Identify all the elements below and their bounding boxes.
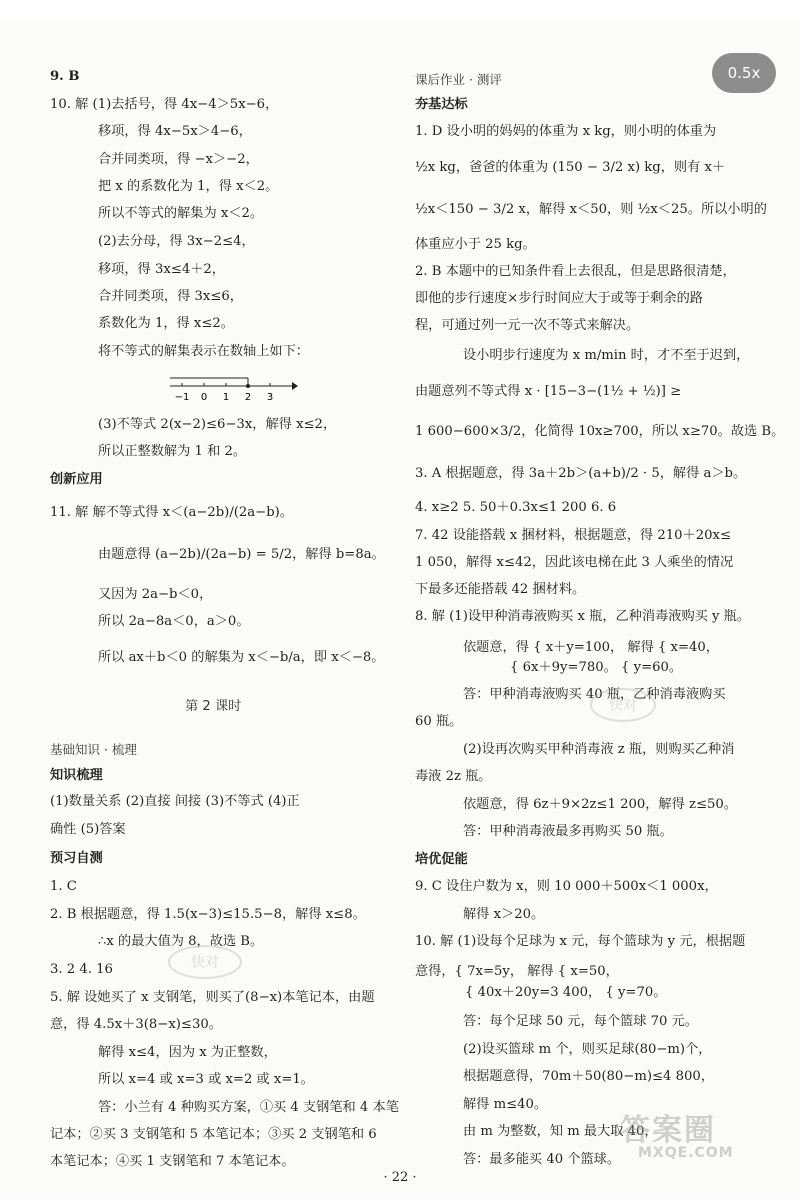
text-line: 解得 x≤4，因为 x 为正整数，: [98, 1045, 277, 1060]
number-line-diagram: [168, 370, 298, 410]
text-line: 5. 解 设她买了 x 支钢笔，则买了(8−x)本笔记本，由题: [50, 990, 375, 1005]
text-line: 所以 ax＋b＜0 的解集为 x＜−b/a，即 x＜−8。: [98, 650, 385, 665]
text-line: 毒液 2z 瓶。: [415, 769, 492, 784]
text-line: 10. 解 (1)设每个足球为 x 元，每个篮球为 y 元，根据题: [415, 934, 746, 949]
text-line: 意得，{ 7x=5y， 解得 { x=50，: [415, 964, 619, 979]
subsection-label: 基础知识 · 梳理: [50, 742, 137, 757]
text-line: 移项，得 3x≤4＋2，: [98, 262, 225, 277]
number-line-tick-label: 3: [266, 392, 274, 403]
number-line-tick-label: 0: [200, 392, 208, 403]
text-line: 程，可通过列一元一次不等式来解决。: [415, 318, 640, 333]
section-heading: 夯基达标: [415, 97, 468, 112]
stamp-mark: 快对: [590, 688, 656, 722]
subsection-label: 课后作业 · 测评: [415, 72, 502, 87]
text-line: 由题意得 (a−2b)/(2a−b) = 5/2，解得 b=8a。: [98, 547, 385, 562]
text-line: 依题意，得 { x＋y=100， 解得 { x=40，: [463, 640, 719, 655]
watermark-sub: MXQE.COM: [638, 1145, 734, 1161]
text-line: (2)设买篮球 m 个，则买足球(80−m)个，: [463, 1042, 712, 1057]
text-line: 7. 42 设能搭载 x 捆材料，根据题意，得 210＋20x≤: [415, 528, 732, 543]
text-line: 体重应小于 25 kg。: [415, 237, 536, 252]
text-line: 所以 x=4 或 x=3 或 x=2 或 x=1。: [98, 1072, 314, 1087]
text-line: 记本；②买 3 支钢笔和 5 本笔记本；③买 2 支钢笔和 6: [50, 1127, 377, 1142]
text-line: 确性 (5)答案: [50, 822, 126, 837]
text-line: 移项，得 4x−5x＞4−6，: [98, 124, 252, 139]
page-number: · 22 ·: [383, 1170, 417, 1185]
number-line-tick-label: −1: [174, 392, 190, 403]
text-line: 又因为 2a−b＜0，: [98, 587, 213, 602]
text-line: 依题意，得 6z＋9×2z≤1 200，解得 z≤50。: [463, 797, 737, 812]
text-line: ½x kg，爸爸的体重为 (150 − 3/2 x) kg，则有 x＋: [415, 160, 726, 175]
text-line: 根据题意得，70m＋50(80−m)≤4 800，: [463, 1069, 714, 1084]
top-bar: [0, 0, 800, 20]
text-line: 下最多还能搭载 42 捆材料。: [415, 582, 586, 597]
text-line: 3. A 根据题意，得 3a＋2b＞(a+b)/2 · 5，解得 a＞b。: [415, 466, 747, 481]
text-line: 2. B 本题中的已知条件看上去很乱，但是思路很清楚，: [415, 264, 736, 279]
answer-11-line: 11. 解 解不等式得 x＜(a−2b)/(2a−b)。: [50, 505, 293, 520]
text-line: 系数化为 1，得 x≤2。: [98, 316, 234, 331]
watermark-logo: [620, 1105, 780, 1165]
text-line: 8. 解 (1)设甲种消毒液购买 x 瓶，乙种消毒液购买 y 瓶。: [415, 609, 751, 624]
text-line: ½x＜150 − 3/2 x，解得 x＜50，则 ½x＜25。所以小明的: [415, 202, 767, 217]
text-line: 本笔记本；④买 1 支钢笔和 7 本笔记本。: [50, 1154, 295, 1169]
text-line: 合并同类项，得 3x≤6，: [98, 289, 243, 304]
playback-speed-button[interactable]: 0.5x: [712, 53, 776, 93]
number-line-tick-label: 2: [244, 392, 252, 403]
text-line: 答：每个足球 50 元，每个篮球 70 元。: [463, 1014, 698, 1029]
text-line: 答：最多能买 40 个篮球。: [463, 1152, 621, 1167]
watermark-main: 答案圈: [620, 1113, 716, 1148]
text-line: 设小明步行速度为 x m/min 时，才不至于迟到，: [463, 348, 750, 363]
number-line-tick-label: 1: [222, 392, 230, 403]
section-heading: 培优促能: [415, 852, 468, 867]
text-line: 4. x≥2 5. 50＋0.3x≤1 200 6. 6: [415, 500, 617, 515]
section-heading: 创新应用: [50, 472, 103, 487]
text-line: 2. B 根据题意，得 1.5(x−3)≤15.5−8，解得 x≤8。: [50, 907, 366, 922]
section-heading: 知识梳理: [50, 768, 103, 783]
answer-9: 9. B: [50, 69, 80, 84]
text-line: 所以 2a−8a＜0，a＞0。: [98, 614, 250, 629]
text-line: 即他的步行速度×步行时间应大于或等于剩余的路: [415, 291, 703, 306]
answer-10-line: 10. 解 (1)去括号，得 4x−4＞5x−6，: [50, 97, 279, 112]
text-line: 9. C 设住户数为 x，则 10 000＋500x＜1 000x，: [415, 879, 718, 894]
text-line: { 6x＋9y=780。 { y=60。: [510, 660, 683, 675]
text-line: 所以正整数解为 1 和 2。: [98, 444, 247, 459]
text-line: 把 x 的系数化为 1，得 x＜2。: [98, 179, 279, 194]
text-line: 60 瓶。: [415, 714, 463, 729]
text-line: 答：甲种消毒液最多再购买 50 瓶。: [463, 824, 673, 839]
text-line: 1. D 设小明的妈妈的体重为 x kg，则小明的体重为: [415, 124, 717, 139]
text-line: 合并同类项，得 −x＞−2，: [98, 152, 259, 167]
text-line: (3)不等式 2(x−2)≤6−3x，解得 x≤2，: [98, 417, 337, 432]
section-heading: 预习自测: [50, 851, 103, 866]
text-line: 将不等式的解集表示在数轴上如下：: [98, 344, 309, 359]
text-line: 所以不等式的解集为 x＜2。: [98, 206, 264, 221]
text-line: 3. 2 4. 16: [50, 962, 113, 977]
text-line: 意，得 4.5x＋3(8−x)≤30。: [50, 1017, 222, 1032]
stamp-mark: 快对: [168, 945, 242, 979]
text-line: 由 m 为整数，知 m 最大取 40，: [463, 1124, 658, 1139]
text-line: 答：甲种消毒液购买 40 瓶，乙种消毒液购买: [463, 687, 726, 702]
text-line: (1)数量关系 (2)直接 间接 (3)不等式 (4)正: [50, 794, 300, 809]
text-line: 1 050，解得 x≤42，因此该电梯在此 3 人乘坐的情况: [415, 555, 734, 570]
text-line: 由题意列不等式得 x · [15−3−(1½ + ½)] ≥: [415, 384, 682, 399]
text-line: 解得 m≤40。: [463, 1097, 548, 1112]
text-line: 解得 x＞20。: [463, 907, 545, 922]
text-line: 答：小兰有 4 种购买方案，①买 4 支钢笔和 4 本笔: [98, 1100, 399, 1115]
text-line: ∴x 的最大值为 8，故选 B。: [98, 934, 264, 949]
text-line: { 40x＋20y=3 400， { y=70。: [465, 985, 667, 1000]
lesson-title: 第 2 课时: [185, 699, 242, 714]
text-line: 1 600−600×3/2，化简得 10x≥700，所以 x≥70。故选 B。: [415, 424, 785, 439]
text-line: (2)去分母，得 3x−2≤4，: [98, 234, 255, 249]
text-line: 1. C: [50, 879, 77, 894]
text-line: (2)设再次购买甲种消毒液 z 瓶，则购买乙种消: [463, 742, 735, 757]
